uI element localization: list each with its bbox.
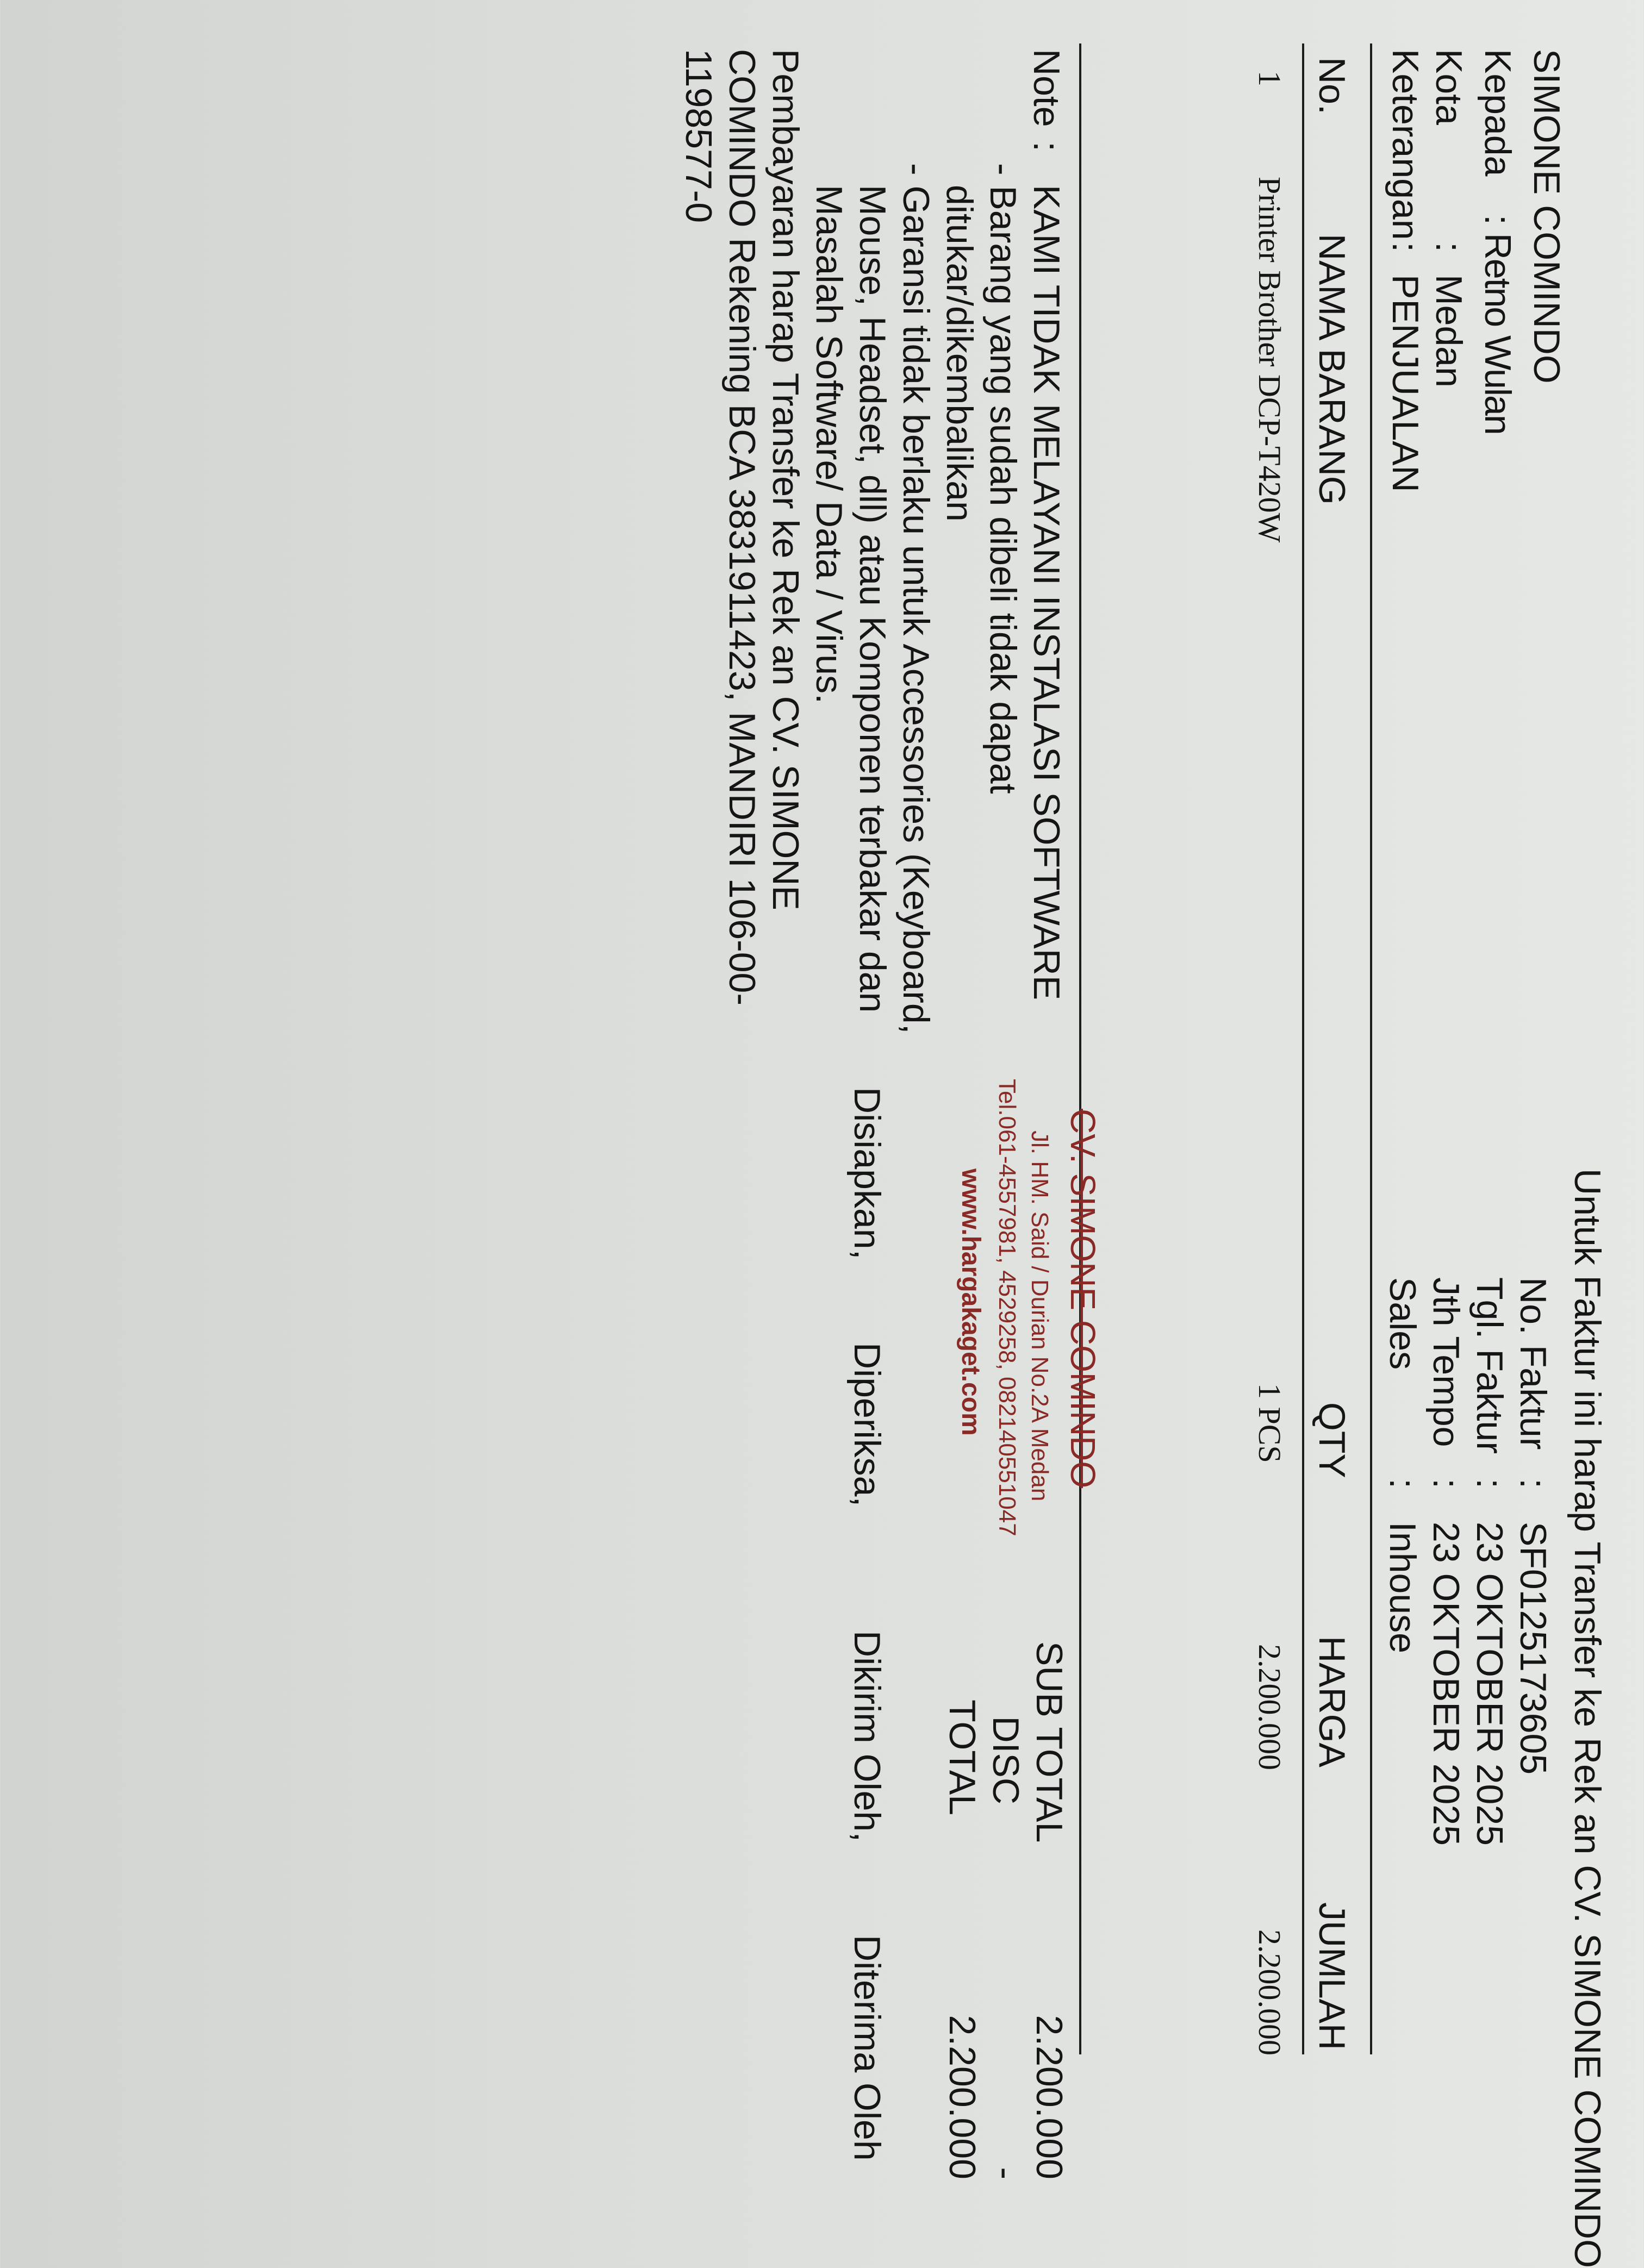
row-harga: 2.200.000 <box>1252 1644 1287 1770</box>
stamp-company-name: CV. SIMONE COMINDO <box>1063 1109 1103 1489</box>
signature-dikirim: Dikirim Oleh, <box>846 1630 888 1842</box>
sales-value: Inhouse <box>1382 1522 1423 1653</box>
row-jumlah: 2.200.000 <box>1252 1929 1287 2055</box>
jth-tempo-separator: : <box>1425 1478 1467 1489</box>
subtotal-label: SUB TOTAL <box>1029 1641 1070 1843</box>
note-line-6: Masalah Software/ Data / Virus. <box>808 185 850 704</box>
note-label: Note <box>1026 49 1067 127</box>
note-line-7: Pembayaran harap Transfer ke Rek an CV. SIMONE <box>765 49 806 910</box>
note-line-1: KAMI TIDAK MELAYANI INSTALASI SOFTWARE <box>1026 185 1067 1001</box>
col-jumlah-header: JUMLAH <box>1311 1902 1353 2051</box>
tgl-faktur-label: Tgl. Faktur <box>1469 1277 1510 1454</box>
col-nama-barang-header: NAMA BARANG <box>1311 234 1353 505</box>
table-top-rule <box>1370 43 1372 2054</box>
tgl-faktur-value: 23 OKTOBER 2025 <box>1469 1522 1510 1846</box>
no-faktur-value: SF0125173605 <box>1512 1522 1554 1775</box>
tgl-faktur-separator: : <box>1469 1478 1510 1489</box>
keterangan-separator: : <box>1385 242 1426 252</box>
kota-separator: : <box>1428 242 1469 252</box>
note-line-8: COMINDO Rekening BCA 3831911423, MANDIRI 106-00- <box>721 49 763 1005</box>
jth-tempo-label: Jth Tempo <box>1425 1277 1467 1447</box>
row-no: 1 <box>1252 71 1287 86</box>
kota-value: Medan <box>1428 274 1469 388</box>
no-faktur-label: No. Faktur <box>1512 1277 1554 1450</box>
table-header-rule <box>1302 43 1304 2054</box>
company-name: SIMONE COMINDO <box>1526 49 1567 384</box>
col-qty-header: QTY <box>1311 1402 1353 1478</box>
transfer-instruction: Untuk Faktur ini harap Transfer ke Rek an CV. SIMONE COMINDO <box>1567 1169 1608 2268</box>
disc-label: DISC <box>985 1716 1026 1804</box>
no-faktur-separator: : <box>1512 1478 1554 1489</box>
keterangan-value: PENJUALAN <box>1385 274 1426 492</box>
stamp-phone: Tel.061-4557981, 4529258, 082140551047 <box>994 1079 1020 1536</box>
table-bottom-rule <box>1079 43 1081 2054</box>
disc-value: - <box>985 2167 1026 2179</box>
jth-tempo-value: 23 OKTOBER 2025 <box>1425 1522 1467 1846</box>
sales-label: Sales <box>1382 1277 1423 1370</box>
stamp-address: Jl. HM. Said / Durian No.2A Medan <box>1026 1130 1053 1502</box>
kepada-label: Kepada <box>1477 49 1518 177</box>
row-qty: 1 PCS <box>1252 1383 1287 1463</box>
note-line-9: 1198577-0 <box>678 49 719 223</box>
signature-diperiksa: Diperiksa, <box>846 1342 888 1507</box>
sales-separator: : <box>1382 1478 1423 1489</box>
subtotal-value: 2.200.000 <box>1029 2015 1070 2179</box>
note-line-5: Mouse, Headset, dll) atau Komponen terbakar dan <box>852 185 893 1013</box>
stamp-website: www.hargakaget.com <box>956 1169 985 1436</box>
signature-diterima: Diterima Oleh <box>846 1935 888 2161</box>
kota-label: Kota <box>1428 49 1469 125</box>
signature-disiapkan: Disiapkan, <box>846 1087 888 1260</box>
note-separator: : <box>1026 141 1067 152</box>
note-line-4: - Garansi tidak berlaku untuk Accessories (Keyboard, <box>895 163 937 1034</box>
total-value: 2.200.000 <box>942 2015 983 2179</box>
note-line-2: - Barang yang sudah dibeli tidak dapat <box>982 163 1024 794</box>
note-line-3: ditukar/dikembalikan <box>939 185 980 522</box>
col-no-header: No. <box>1311 57 1353 115</box>
kepada-value: : Retno Wulan <box>1477 215 1518 434</box>
row-nama-barang: Printer Brother DCP-T420W <box>1252 177 1287 543</box>
col-harga-header: HARGA <box>1311 1636 1353 1767</box>
keterangan-label: Keterangan <box>1385 49 1426 240</box>
total-label: TOTAL <box>942 1700 983 1815</box>
